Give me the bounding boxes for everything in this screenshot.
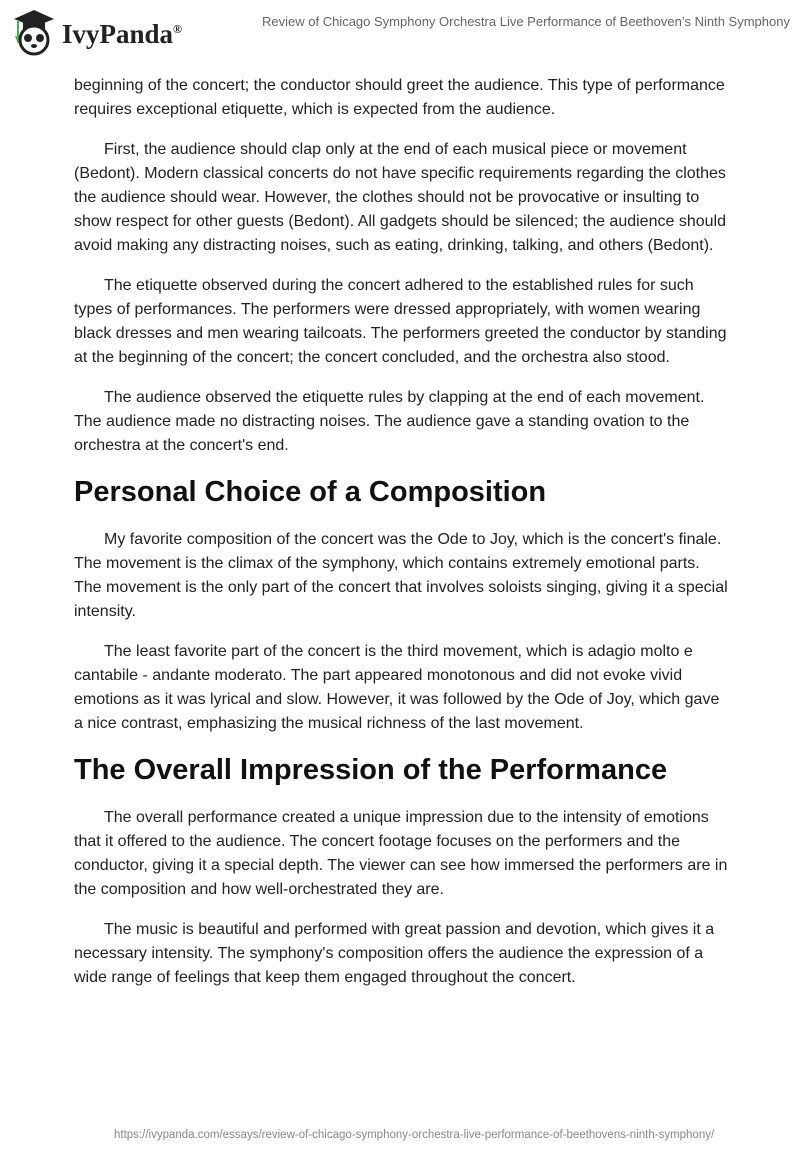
paragraph: The overall performance created a unique impression due to the intensity of emotions that it offered to the audience. The concert footage focuses on the performers and the conductor, giving it a special depth. The viewer can see how immersed the performers are in the composition and how well-orchestrated they are. <box>74 809 728 898</box>
essay-body <box>74 74 730 1006</box>
paragraph: The least favorite part of the concert is the third movement, which is adagio molto e cantabile - andante moderato. The part appeared monotonous and did not evoke vivid emotions as it was lyrical and slow. However, it was followed by the Ode of Joy, which gave a nice contrast, emphasizing the musical richness of the last movement. <box>74 643 720 732</box>
ivypanda-logo[interactable] <box>12 8 182 56</box>
paragraph: The etiquette observed during the concert adhered to the established rules for such types of performances. The performers were dressed appropriately, with women wearing black dresses and men wearing tailcoats. The performers greeted the conductor by standing at the beginning of the concert; the concert concluded, and the orchestra also stood. <box>74 277 727 366</box>
logo-text: IvyPanda <box>62 18 174 49</box>
paragraph: The music is beautiful and performed with great passion and devotion, which gives it a necessary intensity. The symphony's composition offers the audience the expression of a wide range of feelings that keep them engaged throughout the concert. <box>74 921 715 986</box>
paragraph: beginning of the concert; the conductor should greet the audience. This type of performance requires exceptional etiquette, which is expected from the audience. <box>74 77 725 118</box>
section-heading: Personal Choice of a Composition <box>74 476 547 508</box>
paragraph: First, the audience should clap only at the end of each musical piece or movement (Bedont). Modern classical concerts do not have specific requirements regarding the clothes the audience should wear. However, the clothes should not be provocative or insulting to show respect for other guests (Bedont). All gadgets should be silenced; the audience should avoid making any distracting noises, such as eating, drinking, talking, and others (Bedont). <box>74 141 726 254</box>
page-header <box>0 0 800 60</box>
section-heading: The Overall Impression of the Performance <box>74 754 668 786</box>
paragraph: My favorite composition of the concert was the Ode to Joy, which is the concert's finale. The movement is the climax of the symphony, which contains extremely emotional parts. The movement is the only part of the concert that involves soloists singing, giving it a special intensity. <box>74 531 728 620</box>
registered-mark: ® <box>173 21 183 36</box>
paragraph: The audience observed the etiquette rules by clapping at the end of each movement. The audience made no distracting noises. The audience gave a standing ovation to the orchestra at the concert's end. <box>74 389 705 454</box>
source-url[interactable]: https://ivypanda.com/essays/review-of-chicago-symphony-orchestra-live-performance-of-beethovens-ninth-symphony/ <box>114 1129 715 1141</box>
panda-graduate-icon <box>12 8 56 56</box>
document-title: Review of Chicago Symphony Orchestra Live Performance of Beethoven’s Ninth Symphony <box>262 14 790 29</box>
